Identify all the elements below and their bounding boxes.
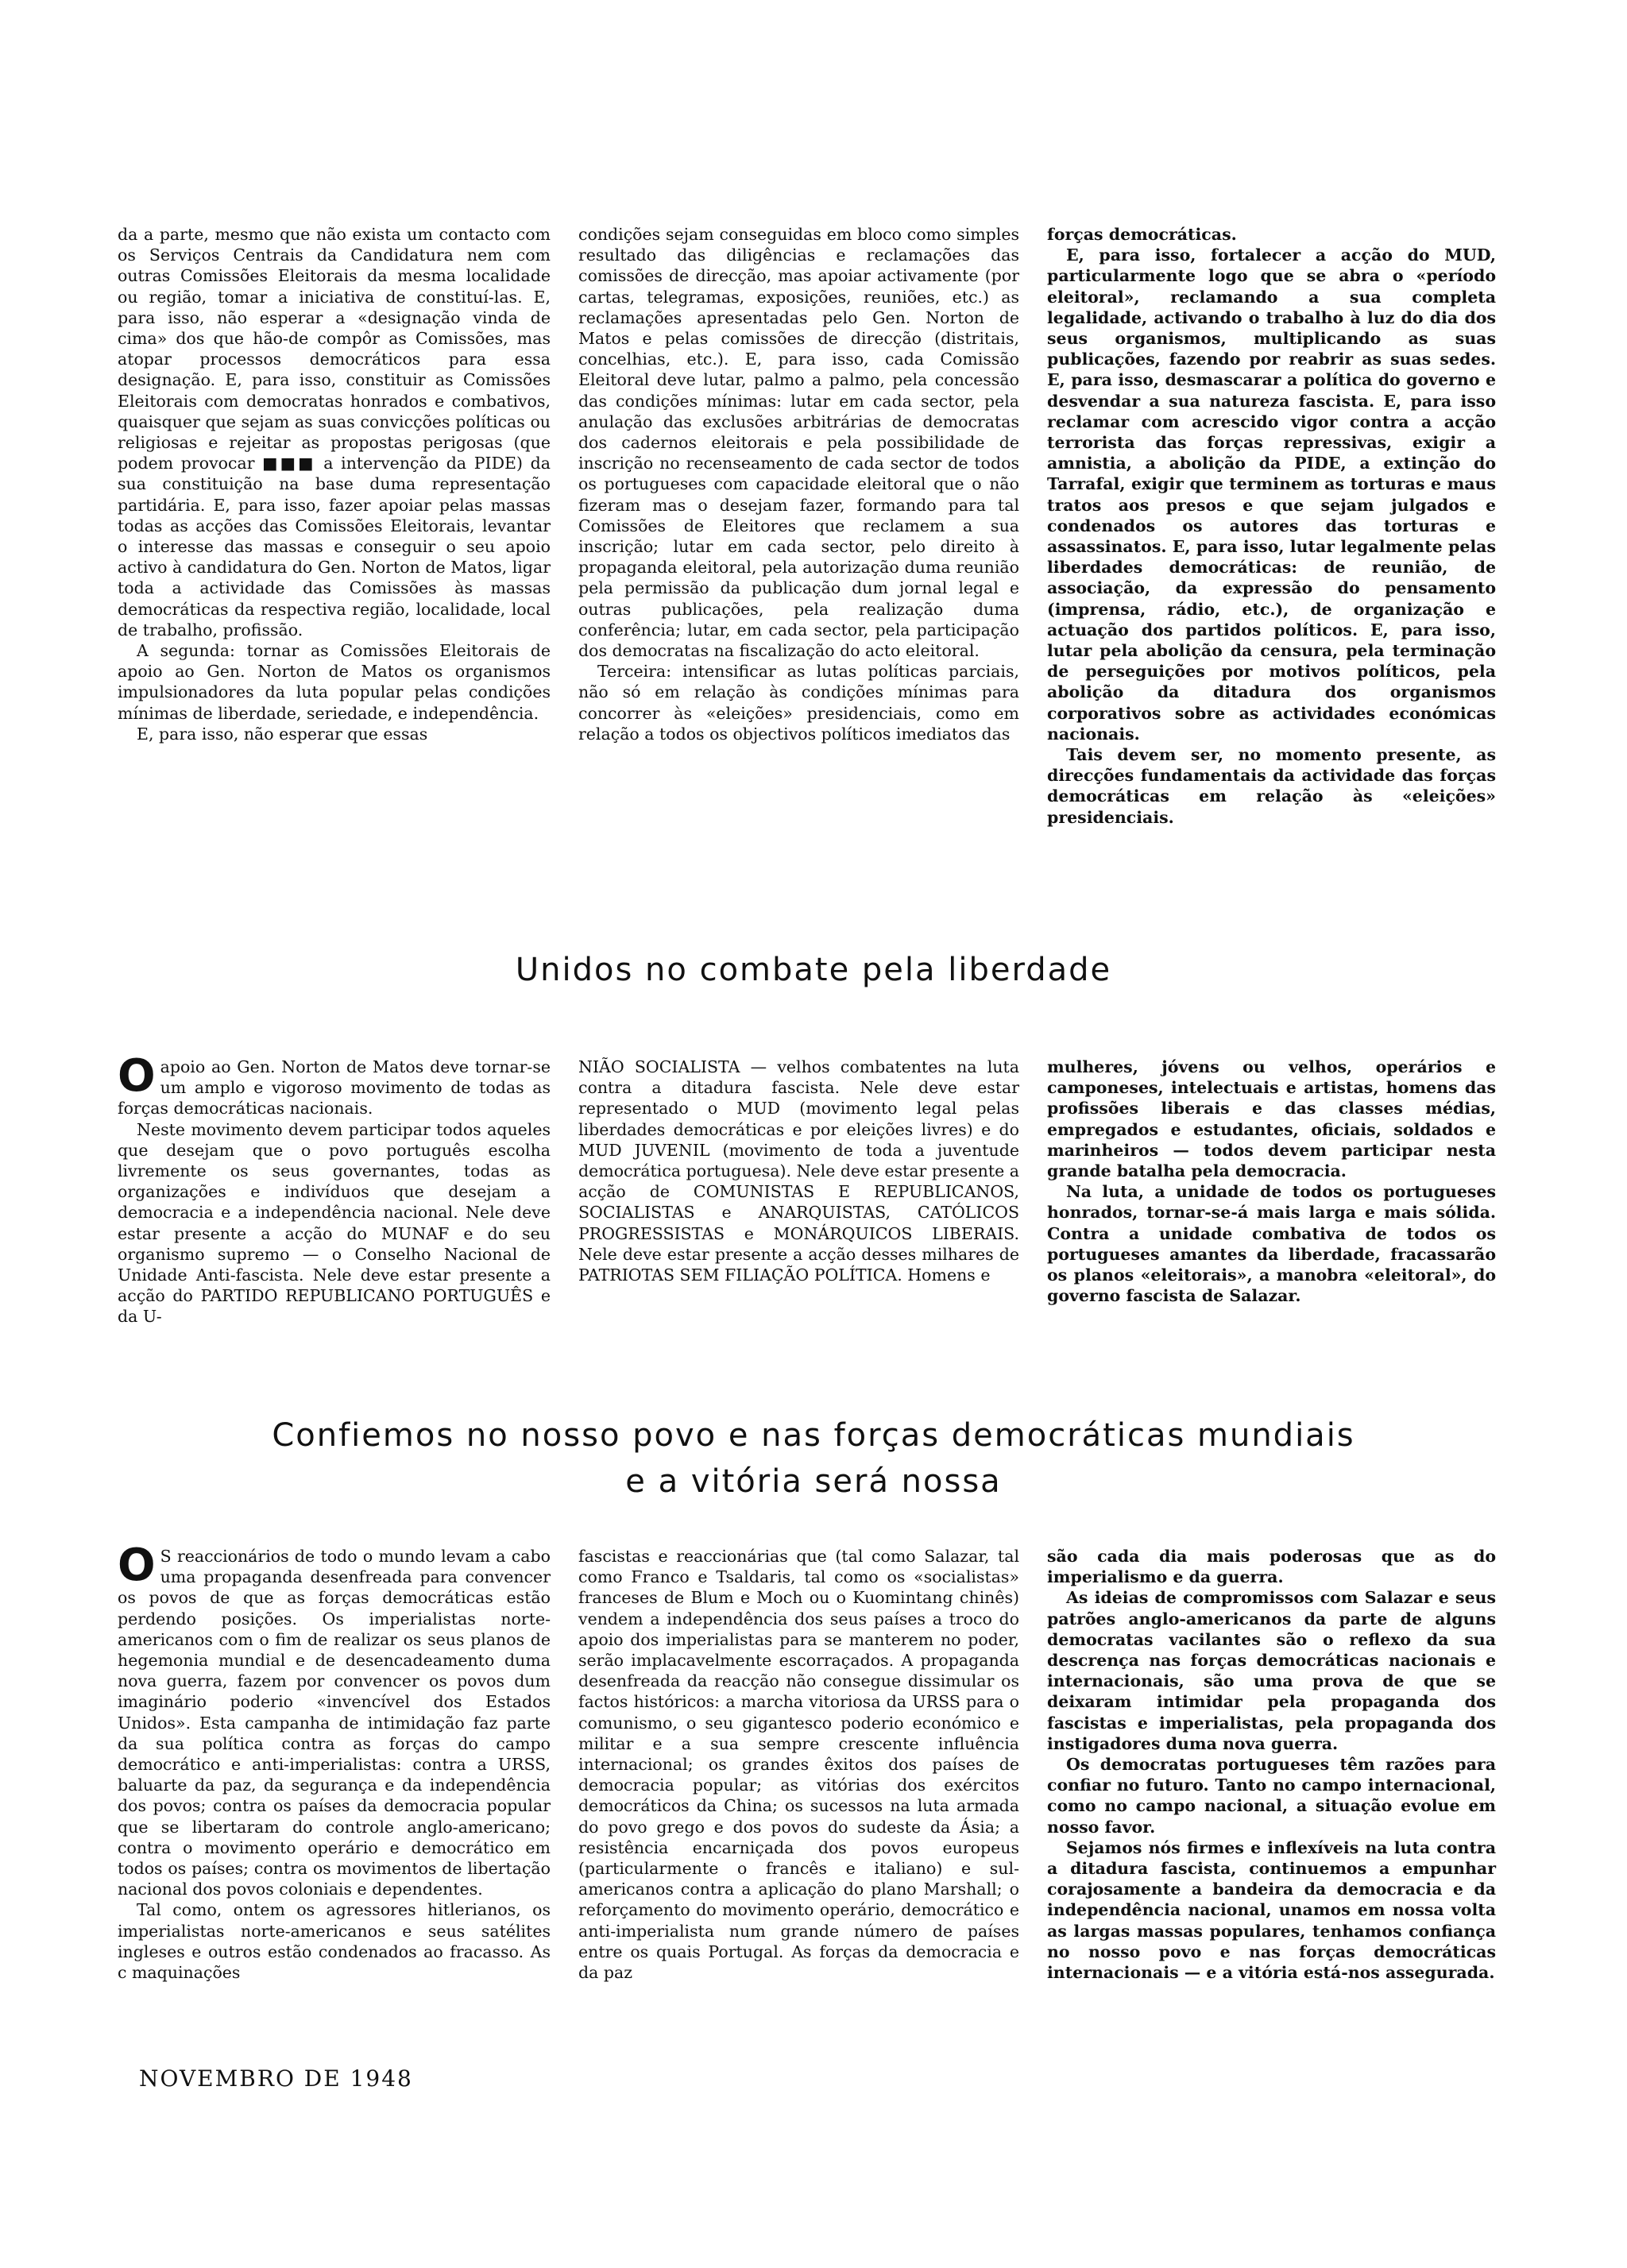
paragraph: Na luta, a unidade de todos os portugueses honrados, tornar-se-á mais larga e mais sólida. Contra a unidade combativa de todos os portugueses amantes da liberdade, fracassarão os planos «eleitorais», a manobra «eleitoral», do governo fascista de Salazar. xyxy=(1047,1182,1496,1306)
section-heading-confiemos: Confiemos no nosso povo e nas forças democráticas mundiais xyxy=(272,1417,1355,1454)
s1-column-1 xyxy=(118,224,551,744)
paragraph: Os democratas portugueses têm razões para confiar no futuro. Tanto no campo internacional, como no campo nacional, a situação evolue em nosso favor. xyxy=(1047,1755,1496,1837)
paragraph: A segunda: tornar as Comissões Eleitorais de apoio ao Gen. Norton de Matos os organismos impulsionadores da luta popular pelas condições mínimas de liberdade, seriedade, e independência. xyxy=(118,641,551,723)
section-heading-unidos: Unidos no combate pela liberdade xyxy=(515,952,1112,988)
s1-column-3 xyxy=(1047,224,1496,828)
paragraph: NIÃO SOCIALISTA — velhos combatentes na luta contra a ditadura fascista. Nele deve estar representado o MUD (movimento legal pelas liberdades democráticas e por eleições livres) e do MUD JUVENIL (movimento de toda a juventude democrática portuguesa). Nele deve estar presente a acção de COMUNISTAS E REPUBLICANOS, SOCIALISTAS e ANARQUISTAS, CATÓLICOS PROGRESSISTAS e MONÁRQUICOS LIBERAIS. Nele deve estar presente a acção desses milhares de PATRIOTAS SEM FILIAÇÃO POLÍTICA. Homens e xyxy=(578,1057,1019,1285)
paragraph: Oapoio ao Gen. Norton de Matos deve tornar-se um amplo e vigoroso movimento de todas as forças democráticas nacionais. xyxy=(118,1050,551,1119)
paragraph: Tal como, ontem os agressores hitlerianos, os imperialistas norte-americanos e seus satélites ingleses e outros estão condenados ao fracasso. As c maquinações xyxy=(118,1900,551,1983)
s3-column-1 xyxy=(118,1540,551,1983)
s2-column-2 xyxy=(578,1057,1019,1285)
paragraph: E, para isso, fortalecer a acção do MUD, particularmente logo que se abra o «período eleitoral», reclamando a sua completa legalidade, activando o trabalho à luz do dia dos seus organismos, multiplicando as suas publicações, fazendo por reabrir as suas sedes. E, para isso, desmascarar a política do governo e desvendar a sua natureza fascista. E, para isso reclamar com acrescido vigor contra a acção terrorista das forças repressivas, exigir a amnistia, a abolição da PIDE, a extinção do Tarrafal, exigir que terminem as torturas e maus tratos aos presos e que sejam julgados e condenados os autores das torturas e assassinatos. E, para isso, lutar legalmente pelas liberdades democráticas: de reunião, de associação, da expressão do pensamento (imprensa, rádio, etc.), de organização e actuação dos partidos políticos. E, para isso, lutar pela abolição da censura, pela terminação de perseguições por motivos políticos, pela abolição da ditadura dos organismos corporativos sobre as actividades económicas nacionais. xyxy=(1047,245,1496,744)
section-heading-confiemos-line2: e a vitória será nossa xyxy=(625,1463,1002,1500)
paragraph: Sejamos nós firmes e inflexíveis na luta contra a ditadura fascista, continuemos a empunhar corajosamente a bandeira da democracia e da independência nacional, unamos em nossa volta as largas massas populares, tenhamos confiança no nosso povo e nas forças democráticas internacionais — e a vitória está-nos assegurada. xyxy=(1047,1837,1496,1983)
paragraph: E, para isso, não esperar que essas xyxy=(137,724,428,744)
paragraph: mulheres, jóvens ou velhos, operários e camponeses, intelectuais e artistas, homens das profissões liberais e das classes médias, empregados e estudantes, oficiais, soldados e marinheiros — todos devem participar nesta grande batalha pela democracia. xyxy=(1047,1057,1496,1181)
drop-cap: O xyxy=(118,1050,156,1102)
s2-column-3 xyxy=(1047,1057,1496,1306)
paragraph: são cada dia mais poderosas que as do imperialismo e da guerra. xyxy=(1047,1547,1496,1587)
paragraph: condições sejam conseguidas em bloco como simples resultado das diligências e reclamações das comissões de direcção, mas apoiar activamente (por cartas, telegramas, exposições, reuniões, etc.) as reclamações apresentadas pelo Gen. Norton de Matos e pelas comissões de direcção (distritais, concelhias, etc.). E, para isso, cada Comissão Eleitoral deve lutar, palmo a palmo, pela concessão das condições mínimas: lutar em cada sector, pela anulação das exclusões arbitrárias de democratas dos cadernos eleitorais e pela possibilidade de inscrição no recenseamento de cada sector de todos os portugueses com capacidade eleitoral que o não fizeram mas o desejam fazer, formando para tal Comissões de Eleitores que reclamem a sua inscrição; lutar em cada sector, pelo direito à propaganda eleitoral, pela autorização duma reunião pela permissão da publicação dum jornal legal e outras publicações, pela realização duma conferência; lutar, em cada sector, pela participação dos democratas na fiscalização do acto eleitoral. xyxy=(578,225,1019,661)
footer-date: NOVEMBRO DE 1948 xyxy=(139,2065,413,2092)
s3-column-3 xyxy=(1047,1546,1496,1983)
paragraph: Tais devem ser, no momento presente, as direcções fundamentais da actividade das forças democráticas em relação às «eleições» presidenciais. xyxy=(1047,745,1496,827)
s1-column-2 xyxy=(578,224,1019,744)
s2-column-1 xyxy=(118,1050,551,1327)
paragraph: da a parte, mesmo que não exista um contacto com os Serviços Centrais da Candidatura nem com outras Comissões Eleitorais da mesma localidade ou região, tomar a iniciativa de constituí-las. E, para isso, não esperar a «designação vinda de cima» dos que hão-de compôr as Comissões, mas atopar processos democráticos para essa designação. E, para isso, constituir as Comissões Eleitorais com democratas honrados e combativos, quaisquer que sejam as suas convicções políticas ou religiosas e rejeitar as propostas perigosas (que podem provocar ■■■ a intervenção da PIDE) da sua constituição na base duma representação partidária. E, para isso, fazer apoiar pelas massas todas as acções das Comissões Eleitorais, levantar o interesse das massas e conseguir o seu apoio activo à candidatura do Gen. Norton de Matos, ligar toda a actividade das Comissões às massas democráticas da respectiva região, localidade, local de trabalho, profissão. xyxy=(118,225,551,639)
paragraph: O S reaccionários de todo o mundo levam a cabo uma propaganda desenfreada para convencer os povos de que as forças democráticas estão perdendo posições. Os imperialistas norte-americanos com o fim de realizar os seus planos de hegemonia mundial e de desencadeamento duma nova guerra, fazem por convencer os povos dum imaginário poderio «invencível dos Estados Unidos». Esta campanha de intimidação faz parte da sua política contra as forças do campo democrático e anti-imperialistas: contra a URSS, baluarte da paz, da segurança e da independência dos povos; contra os países da democracia popular que se libertaram do controle anglo-americano; contra o movimento operário e democrático em todos os países; contra os movimentos de libertação nacional dos povos coloniais e dependentes. xyxy=(118,1540,551,1899)
paragraph: Neste movimento devem participar todos aqueles que desejam que o povo português escolha livremente os seus governantes, todas as organizações e indivíduos que desejam a democracia e a independência nacional. Nele deve estar presente a acção do MUNAF e do seu organismo supremo — o Conselho Nacional de Unidade Anti-fascista. Nele deve estar presente a acção do PARTIDO REPUBLICANO PORTUGUÊS e da U- xyxy=(118,1119,551,1327)
s3-column-2 xyxy=(578,1546,1019,1983)
paragraph: As ideias de compromissos com Salazar e seus patrões anglo-americanos da parte de alguns democratas vacilantes são o reflexo da sua descrença nas forças democráticas nacionais e internacionais, são uma prova de que se deixaram intimidar pela propaganda dos fascistas e imperialistas, pela propaganda dos instigadores duma nova guerra. xyxy=(1047,1588,1496,1753)
paragraph: fascistas e reaccionárias que (tal como Salazar, tal como Franco e Tsaldaris, tal como os «socialistas» franceses de Blum e Moch ou o Kuomintang chinês) vendem a independência dos seus países a troco do apoio dos imperialistas para se manterem no poder, serão implacavelmente escorraçados. A propaganda desenfreada da reacção não consegue dissimular os factos históricos: a marcha vitoriosa da URSS para o comunismo, o seu gigantesco poderio económico e militar e a sua sempre crescente influência internacional; os grandes êxitos dos países de democracia popular; as vitórias dos exércitos democráticos da China; os sucessos na luta armada do povo grego e dos povos do sudeste da Ásia; a resistência encarniçada dos povos europeus (particularmente o francês e italiano) e sul-americanos contra a aplicação do plano Marshall; o reforçamento do movimento operário, democrático e anti-imperialista num grande número de países entre os quais Portugal. As forças da democracia e da paz xyxy=(578,1547,1019,1983)
paragraph: Terceira: intensificar as lutas políticas parciais, não só em relação às condições mínimas para concorrer às «eleições» presidenciais, como em relação a todos os objectivos políticos imediatos das xyxy=(578,662,1019,744)
paragraph: forças democráticas. xyxy=(1047,225,1237,244)
drop-cap: O xyxy=(118,1540,156,1591)
